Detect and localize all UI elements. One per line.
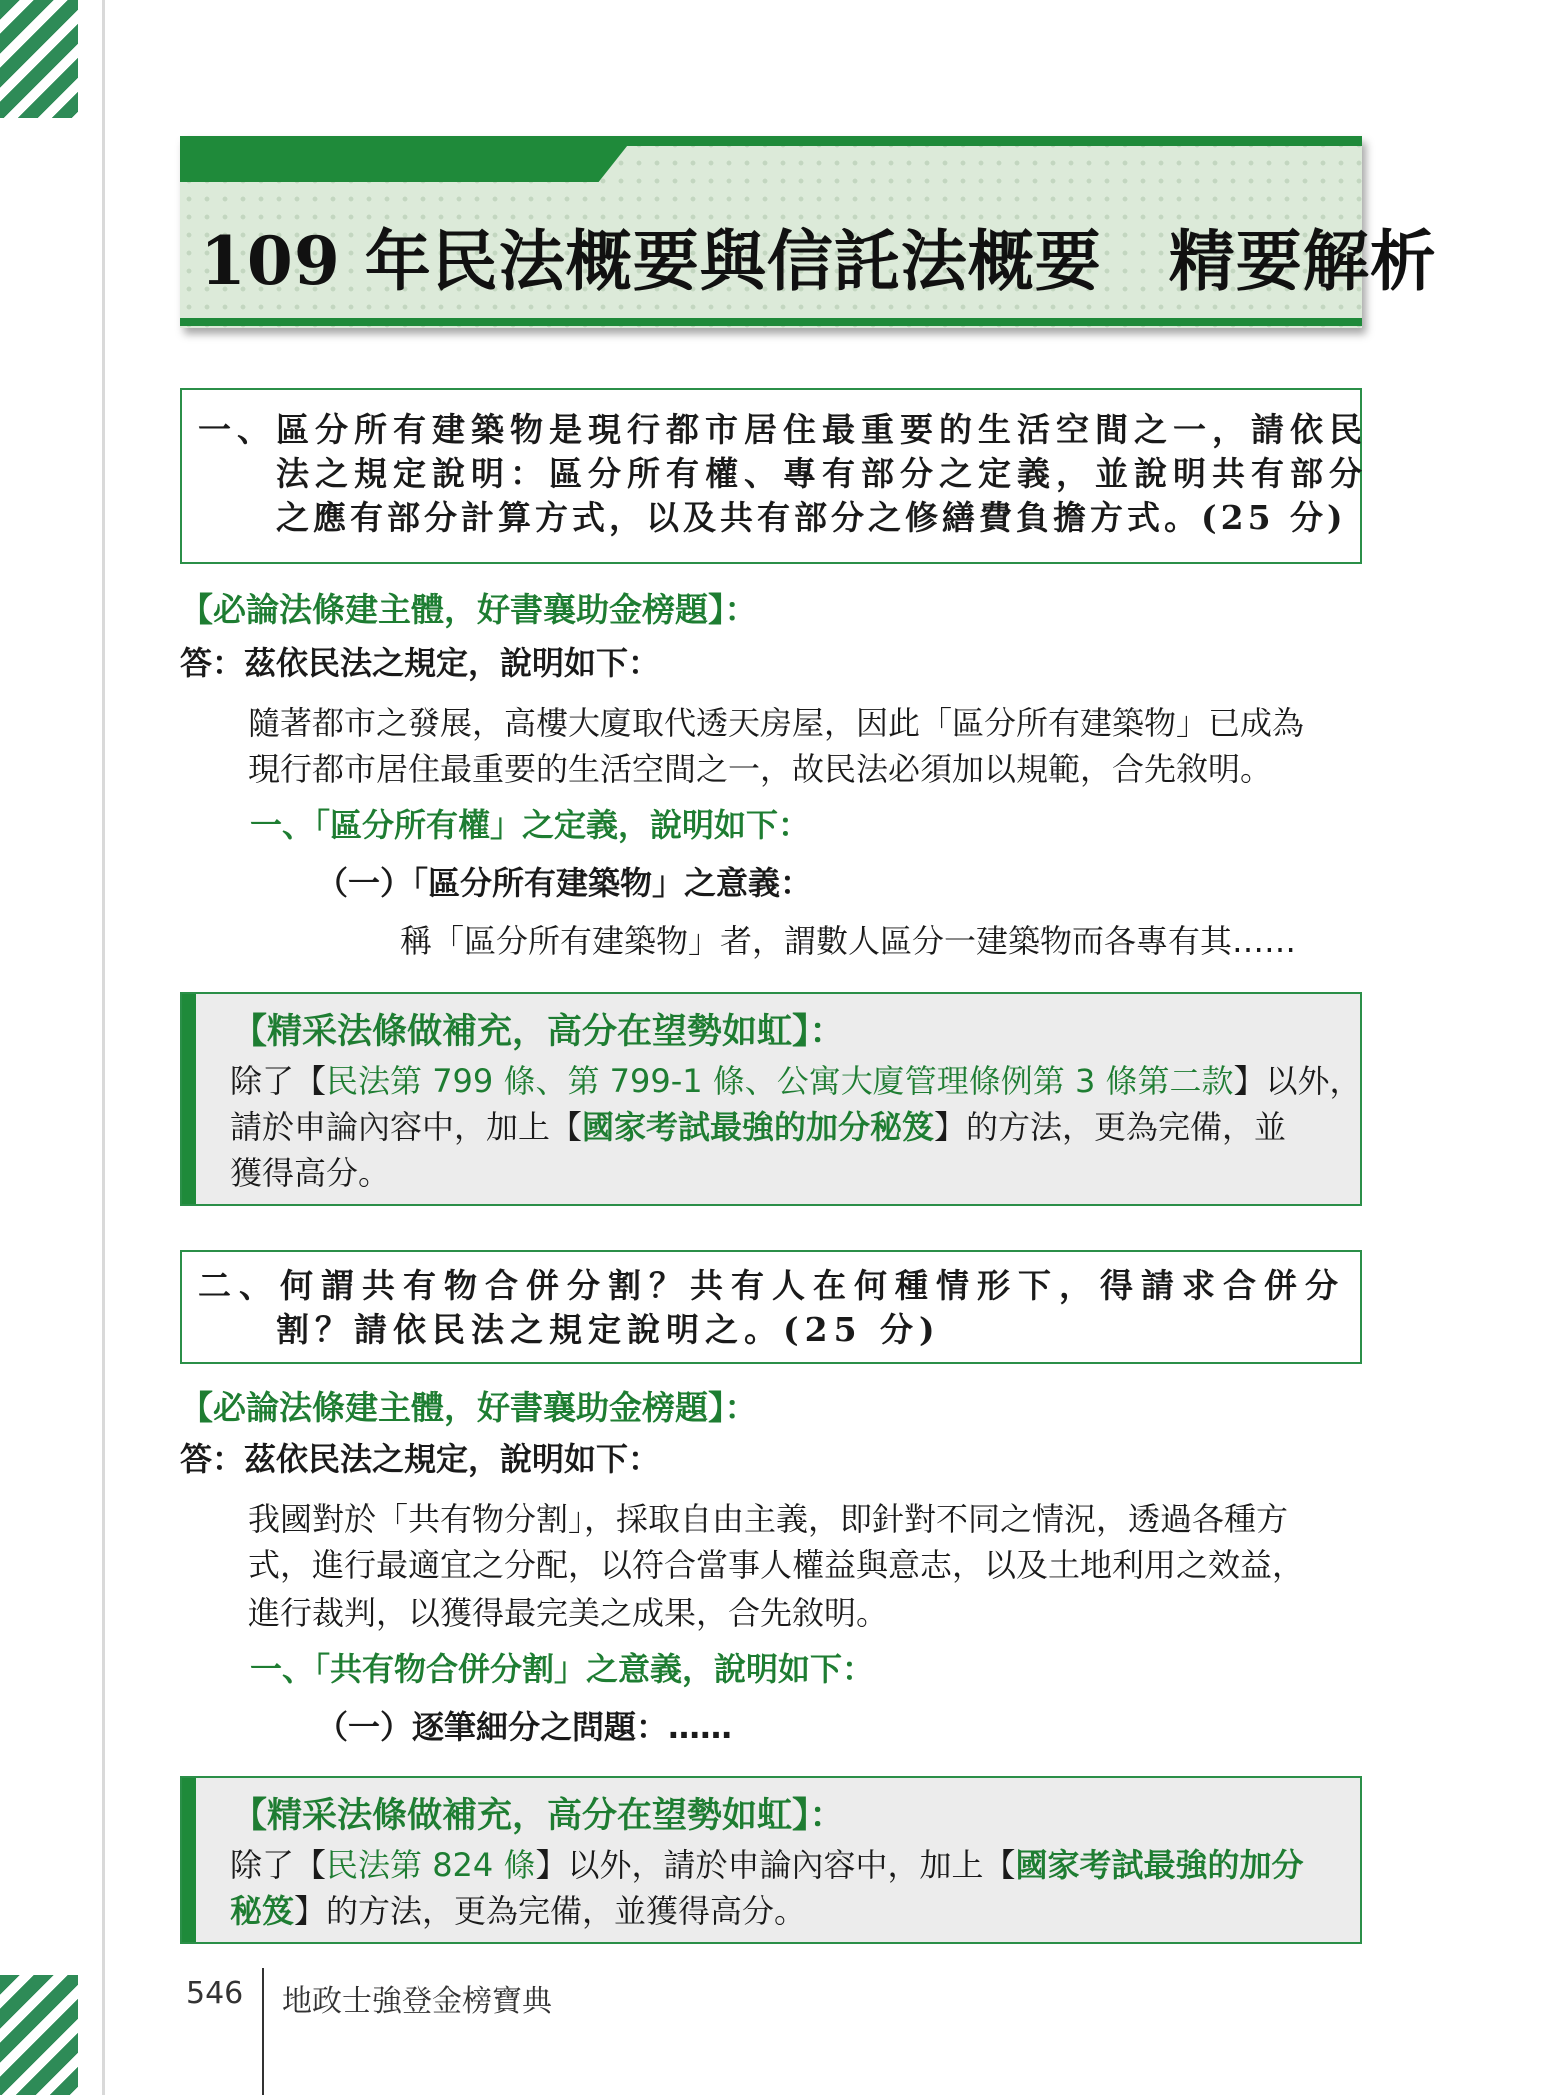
answer-2-header: 【必論法條建主體，好書襄助金榜題】： — [180, 1388, 758, 1427]
answer-1-intro: 答：茲依民法之規定，說明如下： — [180, 644, 661, 682]
answer-2-para-line-1: 我國對於「共有物分割」，採取自由主義，即針對不同之情況，透過各種方 — [248, 1500, 1289, 1538]
answer-2-para-line-3: 進行裁判，以獲得最完美之成果，合先敘明。 — [248, 1594, 889, 1632]
answer-2-subheading: （一）逐筆細分之問題：…… — [316, 1708, 733, 1746]
title-banner-tab — [180, 136, 635, 182]
text-span: 】的方法，更為完備，並獲得高分。 — [294, 1892, 807, 1930]
question-2-line-2: 割？請依民法之規定說明之。(25 分) — [276, 1310, 941, 1349]
supplement-1-title: 【精采法條做補充，高分在望勢如虹】： — [232, 1012, 845, 1052]
page-title: 109 年民法概要與信託法概要 精要解析 — [200, 222, 1437, 300]
supplement-1-line-1 — [230, 1058, 1362, 1105]
supplement-1-law-reference: 民法第 799 條、第 799-1 條、公寓大廈管理條例第 3 條第二款 — [326, 1062, 1234, 1100]
text-span: 】以外，請於申論內容中，加上【 — [535, 1846, 1016, 1884]
title-banner-bottom-bar — [180, 318, 1362, 326]
answer-1-subtext: 稱「區分所有建築物」者，謂數人區分一建築物而各專有其…… — [400, 922, 1297, 960]
answer-1-section-heading: 一、「區分所有權」之定義，說明如下： — [250, 806, 811, 844]
answer-2-intro: 答：茲依民法之規定，說明如下： — [180, 1440, 661, 1478]
supplement-2-line-2 — [230, 1888, 806, 1935]
question-2-line-1: 二、何謂共有物合併分割？共有人在何種情形下，得請求合併分 — [198, 1266, 1346, 1305]
text-span: 】的方法，更為完備，並 — [934, 1108, 1287, 1146]
page-margin-line — [102, 0, 105, 2095]
supplement-1-highlight: 國家考試最強的加分秘笈 — [582, 1108, 935, 1146]
answer-1-para-line-1: 隨著都市之發展，高樓大廈取代透天房屋，因此「區分所有建築物」已成為 — [248, 704, 1305, 742]
question-1-line-1: 一、區分所有建築物是現行都市居住最重要的生活空間之一，請依民 — [198, 410, 1368, 449]
text-span: 除了【 — [230, 1846, 327, 1884]
supplement-2-title: 【精采法條做補充，高分在望勢如虹】： — [232, 1796, 845, 1836]
question-1-line-2: 法之規定說明：區分所有權、專有部分之定義，並說明共有部分 — [276, 454, 1368, 493]
supplement-1-accent-bar — [182, 994, 196, 1204]
answer-2-section-heading: 一、「共有物合併分割」之意義，說明如下： — [250, 1650, 875, 1688]
page-number: 546 — [186, 1976, 244, 2011]
decorative-stripe-top — [0, 0, 78, 118]
supplement-1-line-2 — [230, 1104, 1286, 1151]
book-title: 地政士強登金榜寶典 — [282, 1984, 552, 2019]
supplement-1-line-3: 獲得高分。 — [230, 1154, 391, 1192]
answer-1-para-line-2: 現行都市居住最重要的生活空間之一，故民法必須加以規範，合先敘明。 — [248, 750, 1273, 788]
text-span: 】以外， — [1233, 1062, 1362, 1100]
footer-divider — [262, 1968, 264, 2095]
question-1-line-3: 之應有部分計算方式，以及共有部分之修繕費負擔方式。(25 分) — [276, 498, 1347, 537]
decorative-stripe-bottom — [0, 1975, 78, 2095]
text-span: 請於申論內容中，加上【 — [230, 1108, 583, 1146]
supplement-2-law-reference: 民法第 824 條 — [326, 1846, 536, 1884]
answer-1-header: 【必論法條建主體，好書襄助金榜題】： — [180, 590, 758, 629]
answer-2-para-line-2: 式，進行最適宜之分配，以符合當事人權益與意志，以及土地利用之效益， — [248, 1546, 1305, 1584]
supplement-2-line-1 — [230, 1842, 1303, 1889]
supplement-2-highlight: 國家考試最強的加分 — [1015, 1846, 1304, 1884]
supplement-2-accent-bar — [182, 1778, 196, 1942]
supplement-2-highlight-cont: 秘笈 — [230, 1892, 295, 1930]
text-span: 除了【 — [230, 1062, 327, 1100]
answer-1-subheading: （一）「區分所有建築物」之意義： — [316, 864, 813, 902]
